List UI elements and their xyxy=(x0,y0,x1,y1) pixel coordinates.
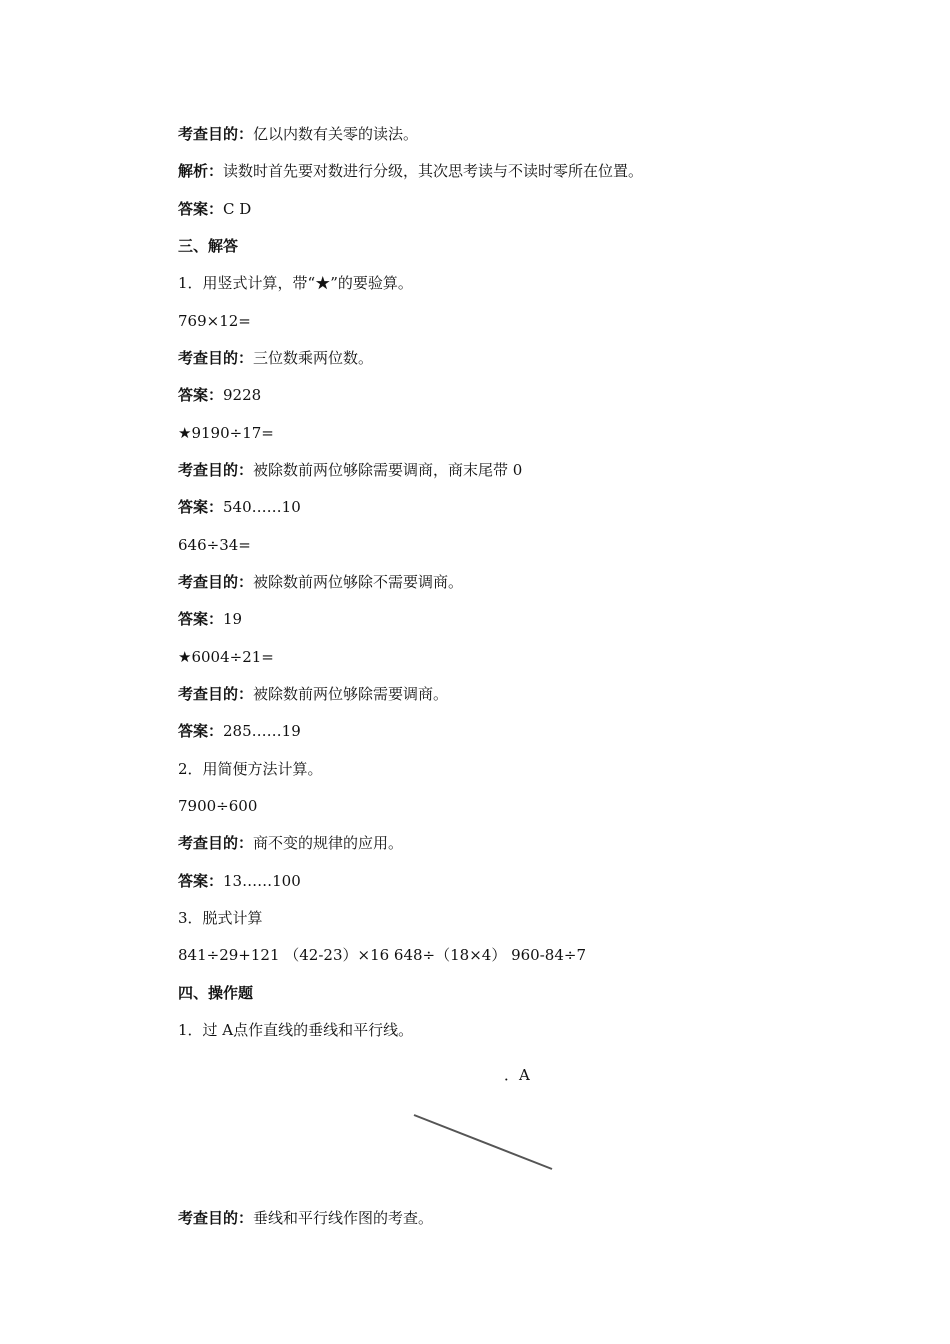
section-heading-label: 四、操作题 xyxy=(178,984,254,1002)
purpose-line xyxy=(178,833,403,853)
expression-text: ★9190÷17= xyxy=(178,424,274,442)
purpose-line xyxy=(178,348,373,368)
expression-line xyxy=(178,535,251,555)
purpose-text: 被除数前两位够除不需要调商。 xyxy=(253,573,464,591)
answer-label: 答案： xyxy=(178,610,224,628)
purpose-text: 商不变的规律的应用。 xyxy=(253,834,404,852)
section-heading-label: 三、解答 xyxy=(178,237,239,255)
purpose-label: 考查目的： xyxy=(178,349,254,367)
purpose-text: 被除数前两位够除需要调商，商末尾带 0 xyxy=(253,461,523,479)
answer-line xyxy=(178,871,301,891)
purpose-label: 考查目的： xyxy=(178,125,254,143)
answer-line xyxy=(178,497,301,517)
question-text: 2．用简便方法计算。 xyxy=(178,760,323,778)
analysis-text: 读数时首先要对数进行分级，其次思考读与不读时零所在位置。 xyxy=(223,162,644,180)
answer-label: 答案： xyxy=(178,872,224,890)
question-line xyxy=(178,273,413,293)
purpose-label: 考查目的： xyxy=(178,461,254,479)
purpose-line xyxy=(178,460,522,480)
purpose-text: 被除数前两位够除需要调商。 xyxy=(253,685,449,703)
given-line xyxy=(414,1115,552,1169)
question-line xyxy=(178,908,263,928)
answer-text: 9228 xyxy=(223,386,262,404)
section-heading-solve xyxy=(178,236,238,256)
purpose-text: 垂线和平行线作图的考查。 xyxy=(253,1209,434,1227)
answer-text: 19 xyxy=(223,610,243,628)
answer-line xyxy=(178,721,301,741)
geometry-figure xyxy=(400,1060,570,1180)
answer-label: 答案： xyxy=(178,386,224,404)
section-heading-operation xyxy=(178,983,253,1003)
point-a-label: ．A xyxy=(504,1066,530,1084)
answer-line xyxy=(178,385,261,405)
answer-line xyxy=(178,609,242,629)
purpose-line xyxy=(178,572,463,592)
answer-line xyxy=(178,199,251,219)
expression-text: 7900÷600 xyxy=(178,797,258,815)
answer-text: C D xyxy=(223,200,252,218)
question-line xyxy=(178,1020,413,1040)
expression-text: 646÷34= xyxy=(178,536,251,554)
answer-text: 285……19 xyxy=(223,722,301,740)
purpose-line xyxy=(178,684,448,704)
question-text: 1．用竖式计算，带“★”的要验算。 xyxy=(178,274,413,292)
expression-line xyxy=(178,647,274,667)
purpose-label: 考查目的： xyxy=(178,1209,254,1227)
expression-text: 841÷29+121 （42-23）×16 648÷（18×4） 960-84÷7 xyxy=(178,946,586,964)
purpose-line xyxy=(178,124,418,144)
question-text: 1．过 A点作直线的垂线和平行线。 xyxy=(178,1021,414,1039)
expression-line xyxy=(178,311,251,331)
purpose-label: 考查目的： xyxy=(178,685,254,703)
answer-text: 540……10 xyxy=(223,498,301,516)
answer-label: 答案： xyxy=(178,200,224,218)
answer-label: 答案： xyxy=(178,722,224,740)
purpose-label: 考查目的： xyxy=(178,573,254,591)
expression-line xyxy=(178,423,274,443)
purpose-label: 考查目的： xyxy=(178,834,254,852)
expression-line xyxy=(178,945,586,965)
geometry-svg xyxy=(400,1060,570,1180)
analysis-label: 解析： xyxy=(178,162,224,180)
expression-text: 769×12= xyxy=(178,312,251,330)
expression-line xyxy=(178,796,257,816)
answer-text: 13……100 xyxy=(223,872,301,890)
purpose-line xyxy=(178,1208,433,1228)
analysis-line xyxy=(178,161,643,181)
expression-text: ★6004÷21= xyxy=(178,648,274,666)
question-text: 3．脱式计算 xyxy=(178,909,263,927)
answer-label: 答案： xyxy=(178,498,224,516)
purpose-text: 三位数乘两位数。 xyxy=(253,349,374,367)
purpose-text: 亿以内数有关零的读法。 xyxy=(253,125,419,143)
question-line xyxy=(178,759,323,779)
